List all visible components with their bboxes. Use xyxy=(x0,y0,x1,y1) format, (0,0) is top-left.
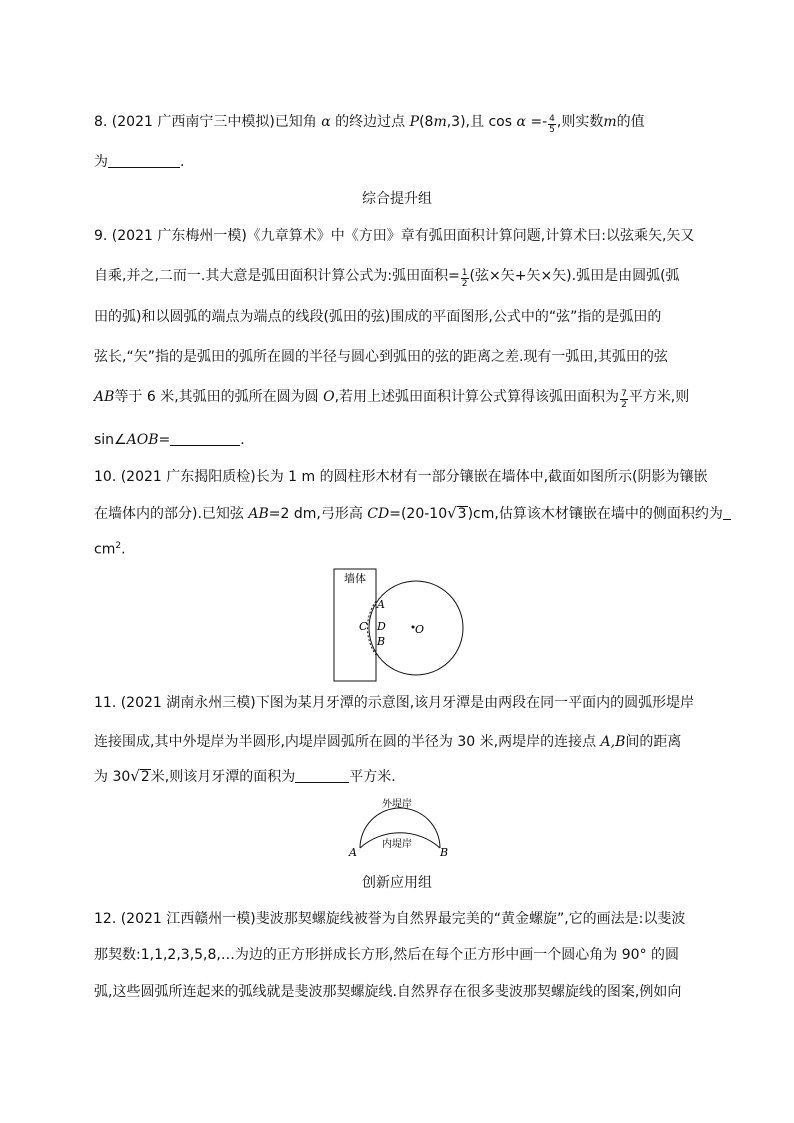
fraction-7-2: $\frac{7}{2}$ xyxy=(621,389,627,410)
q11-line1: 11. (2021 湖南永州三模)下图为某月牙潭的示意图,该月牙潭是由两段在同一平面内的圆弧形堤岸 xyxy=(94,695,695,711)
q8-line2: 为 . xyxy=(94,154,185,170)
q10-line3: $cm^2$. xyxy=(94,541,126,558)
q10-line2: 在墙体内的部分).已知弦 AB=2 dm,弓形高 CD=(20-10√3)cm,估算该木材镶嵌在墙中的侧面积约为 xyxy=(94,503,731,524)
q12-line3: 弧,这些圆弧所连起来的弧线就是斐波那契螺旋线.自然界存在很多斐波那契螺旋线的图案,例如向 xyxy=(94,984,682,1000)
section-title-innovation: 创新应用组 xyxy=(362,875,432,891)
label-inner-bank: 内堤岸 xyxy=(382,839,412,850)
section-title-comprehensive: 综合提升组 xyxy=(362,191,432,207)
label-A: A xyxy=(377,598,385,611)
fraction-4-5: $\frac{4}{5}$ xyxy=(549,114,555,135)
q9-line1: 9. (2021 广东梅州一模)《九章算术》中《方田》章有弧田面积计算问题,计算术曰:以弦乘矢,矢又 xyxy=(94,228,695,244)
q9-line6: sin∠AOB= . xyxy=(94,432,245,448)
answer-blank xyxy=(108,153,180,168)
q9-line4: 弦长,“矢”指的是弧田的弧所在圆的半径与圆心到弧田的弦的距离之差.现有一弧田,其弧田的弦 xyxy=(94,349,668,365)
q10-line1: 10. (2021 广东揭阳质检)长为 1 m 的圆柱形木材有一部分镶嵌在墙体中,截面如图所示(阴影为镶嵌 xyxy=(94,469,708,485)
q8-line1: 8. (2021 广西南宁三中模拟)已知角 α 的终边过点 P(8m,3),且 cos α =- $\frac{4}{5}$ ,则实数m的值 xyxy=(94,114,645,135)
fraction-1-2: $\frac{1}{2}$ xyxy=(461,268,468,289)
label-O: O xyxy=(415,623,425,636)
label-outer-bank: 外堤岸 xyxy=(382,799,412,810)
q12-line2: 那契数:1,1,2,3,5,8,…为边的正方形拼成长方形,然后在每个正方形中画一个圆心角为 90° 的圆 xyxy=(94,947,680,963)
answer-blank xyxy=(723,505,731,520)
answer-blank xyxy=(295,768,349,783)
q12-line1: 12. (2021 江西赣州一模)斐波那契螺旋线被誉为自然界最完美的“黄金螺旋”,它的画法是:以斐波 xyxy=(94,911,686,927)
q9-line3: 田的弧)和以圆弧的端点为端点的线段(弧田的弦)围成的平面图形,公式中的“弦”指的是弧田的 xyxy=(94,309,662,325)
wall-rect xyxy=(334,569,376,681)
q9-line2: 自乘,并之,二而一.其大意是弧田面积计算公式为:弧田面积= $\frac{1}{2}$ (弦×矢+矢×矢).弧田是由圆弧(弧 xyxy=(94,268,680,289)
q11-line2: 连接围成,其中外堤岸为半圆形,内堤岸圆弧所在圆的半径为 30 米,两堤岸的连接点 A,B间的距离 xyxy=(94,734,682,750)
label-B: B xyxy=(440,846,449,859)
label-B: B xyxy=(377,635,386,648)
label-A: A xyxy=(349,846,357,859)
crescent-pond-figure xyxy=(340,796,460,862)
label-C: C xyxy=(359,620,368,633)
q9-line5: AB等于 6 米,其弧田的弧所在圆为圆 O,若用上述弧田面积计算公式算得该弧田面积为 $\frac{7}{2}$ 平方米,则 xyxy=(94,389,690,410)
wall-circle-figure xyxy=(330,565,470,685)
label-D: D xyxy=(377,620,386,633)
q11-line3: 为 30√2米,则该月牙潭的面积为 平方米. xyxy=(94,767,396,785)
answer-blank xyxy=(170,431,240,446)
label-wall: 墙体 xyxy=(344,572,366,585)
